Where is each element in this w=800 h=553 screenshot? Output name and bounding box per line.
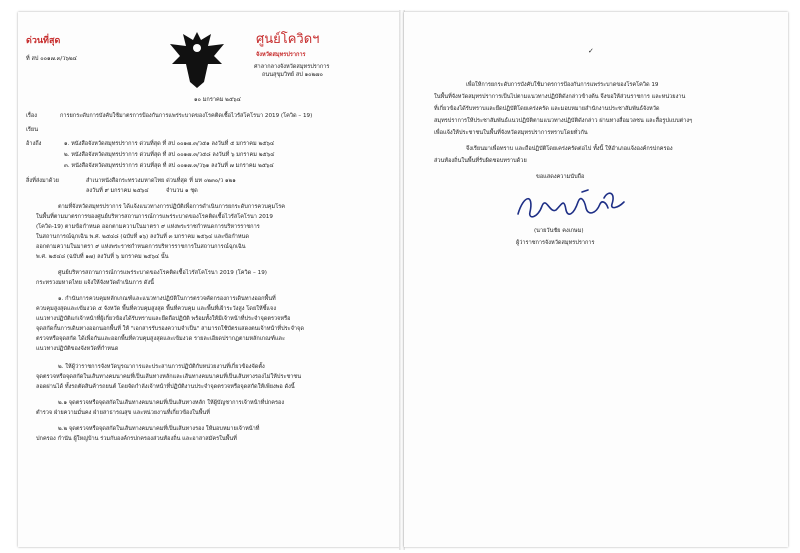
- body-line: แนวทางปฏิบัติของจังหวัดที่กำหนด: [36, 346, 119, 352]
- body-line: จุดสกัดกั้นการเดินทางออกนอกพื้นที่ ให้ "เอกสารรับรองความจำเป็น" สามารถใช้บัตรแสดงตนเจ้าหน้าที่ประจำจุด: [36, 326, 304, 332]
- body-line: (โควิด-19) ตามข้อกำหนด ออกตามความในมาตรา ๙ แห่งพระราชกำหนดการบริหารราชการ: [36, 224, 260, 230]
- body-line: ปกครอง กำนัน ผู้ใหญ่บ้าน ร่วมกับองค์กรปกครองส่วนท้องถิ่น และอาสาสมัครในพื้นที่: [36, 436, 237, 442]
- body-line: ศูนย์บริหารสถานการณ์การแพร่ระบาดของโรคติดเชื้อไวรัสโคโรนา 2019 (โควิด – 19): [58, 270, 267, 276]
- body-line: ที่เกี่ยวข้องได้รับทราบและยึดปฏิบัติโดยเคร่งครัด และมอบหมายสำนักงานประชาสัมพันธ์จังหวัด: [434, 106, 660, 112]
- reference-label: อ้างถึง: [26, 141, 42, 147]
- reference-item: ๑. หนังสือจังหวัดสมุทรปราการ ด่วนที่สุด ที่ สป ๐๐๑๗.๓/ว๕๑ ลงวันที่ ๕ มกราคม ๒๕๖๔: [64, 141, 275, 147]
- body-line: ตามที่จังหวัดสมุทรปราการ ได้แจ้งแนวทางการปฏิบัติเพื่อการดำเนินการยกระดับการควบคุมโรค: [58, 204, 285, 210]
- document-date: ๑๐ มกราคม ๒๕๖๔: [194, 97, 241, 103]
- enclosure-item: สำเนาหนังสือกระทรวงมหาดไทย ด่วนที่สุด ที่ มท ๐๒๓๐/ว ๑๒๑: [86, 178, 236, 184]
- body-line: ๑. กำนันการควบคุมหลักเกณฑ์และแนวทางปฏิบัติในการตรวจคัดกรองการเดินทางออกพื้นที่: [58, 296, 276, 302]
- body-line: เพื่อให้การยกระดับการบังคับใช้มาตรการป้องกันการแพร่ระบาดของโรคโควิด 19: [466, 82, 659, 88]
- subject-text: การยกระดับการบังคับใช้มาตรการป้องกันการแพร่ระบาดของโรคติดเชื้อไวรัสโคโรนา 2019 (โควิด – 19): [60, 113, 313, 119]
- body-line: ๒.๒ จุดตรวจหรือจุดสกัดในเส้นทางคมนาคมที่เป็นเส้นทางรอง ให้มอบหมายเจ้าหน้าที่: [58, 426, 260, 432]
- handwritten-signature-icon: [512, 184, 632, 228]
- enclosure-label: สิ่งที่ส่งมาด้วย: [26, 178, 59, 184]
- body-line: แนวทางปฏิบัติแก่เจ้าหน้าที่ผู้เกี่ยวข้องได้รับทราบและยึดถือปฏิบัติ พร้อมทั้งให้มีเจ้าหน้าที่ประจำจุดตรวจหรือ: [36, 316, 291, 322]
- body-line: ออกตามความในมาตรา ๙ แห่งพระราชกำหนดการบริหารราชการในสถานการณ์ฉุกเฉิน: [36, 244, 246, 250]
- body-line: ลอดผ่านได้ ทั้งรถตัดสินค้ารถยนต์ โดยจัดกำลังเจ้าหน้าที่ปฏิบัติงานประจำจุดตรวจหรือจุดสกัดให้เพียงพอ ดังนี้: [36, 384, 295, 390]
- body-line: ในพื้นที่ตามมาตรการของศูนย์บริหารสถานการณ์การแพร่ระบาดของโรคติดเชื้อไวรัสโคโรนา 2019: [36, 214, 273, 220]
- subject-label: เรื่อง: [26, 113, 38, 119]
- closing-text: ขอแสดงความนับถือ: [536, 174, 585, 180]
- body-line: เพื่อแจ้งให้ประชาชนในพื้นที่จังหวัดสมุทรปราการทราบโดยทั่วกัน: [434, 130, 588, 136]
- left-page: [18, 12, 400, 547]
- body-line: จุดตรวจหรือจุดสกัดในเส้นทางคมนาคมที่เป็นเส้นทางหลักและเส้นทางคมนาคมที่เป็นเส้นทางรองไม่ให้ประชาชน: [36, 374, 302, 380]
- signer-name: (นายวันชัย คงเกษม): [534, 228, 584, 234]
- salutation: เรียน: [26, 127, 39, 133]
- body-line: ควบคุมสูงสุดและเข้มงวด ๕ จังหวัด พื้นที่ควบคุมสูงสุด พื้นที่ควบคุม และพื้นที่เฝ้าระวังสูง โดยให้ชี้แจง: [36, 306, 277, 312]
- body-line: ในสถานการณ์ฉุกเฉิน พ.ศ. ๒๕๔๘ (ฉบับที่ ๑๖) ลงวันที่ ๓ มกราคม ๒๕๖๔ และข้อกำหนด: [36, 234, 249, 240]
- body-line: ๒. ให้ผู้ว่าราชการจังหวัดบูรณาการและประสานการปฏิบัติกับหน่วยงานที่เกี่ยวข้องจัดตั้ง: [58, 364, 265, 370]
- reference-item: ๓. หนังสือจังหวัดสมุทรปราการ ด่วนที่สุด ที่ สป ๐๐๑๗.๓/ว๖๑ ลงวันที่ ๗ มกราคม ๒๕๖๔: [64, 163, 274, 169]
- body-line: ในพื้นที่จังหวัดสมุทรปราการเป็นไปตามแนวทางปฏิบัติดังกล่าวข้างต้น จึงขอให้ส่วนราชการ และหน่วยงาน: [434, 94, 686, 100]
- body-line: ส่วนท้องถิ่นในพื้นที่รับผิดชอบทราบด้วย: [434, 158, 527, 164]
- reference-item: ๒. หนังสือจังหวัดสมุทรปราการ ด่วนที่สุด ที่ สป ๐๐๑๗.๓/ว๕๘ ลงวันที่ ๖ มกราคม ๒๕๖๔: [64, 152, 275, 158]
- page-mark: ✓: [588, 47, 594, 55]
- address-line-1: ศาลากลางจังหวัดสมุทรปราการ: [254, 64, 330, 70]
- body-line: ตรวจหรือจุดสกัด ได้เพื่อกันและออกพื้นที่ควบคุมสูงสุดและเข้มงวด รายละเอียดปรากฏตามหลักเกณฑ์และ: [36, 336, 285, 342]
- address-line-2: ถนนสุขุมวิทย์ สป ๑๐๒๗๐: [262, 72, 323, 78]
- office-subtitle: จังหวัดสมุทรปราการ: [256, 52, 306, 58]
- office-title: ศูนย์โควิดฯ: [256, 32, 320, 47]
- garuda-emblem-icon: [166, 26, 228, 92]
- right-page: [404, 12, 788, 547]
- enclosure-count: จำนวน ๑ ชุด: [166, 188, 198, 194]
- enclosure-date: ลงวันที่ ๙ มกราคม ๒๕๖๔: [86, 188, 149, 194]
- body-line: จึงเรียนมาเพื่อทราบ และถือปฏิบัติโดยเคร่งครัดต่อไป ทั้งนี้ ให้อำเภอแจ้งองค์กรปกครอง: [466, 146, 673, 152]
- signer-title: ผู้ว่าราชการจังหวัดสมุทรปราการ: [516, 240, 595, 246]
- document-number: ที่ สป ๐๐๑๗.๓/ว๖๒๔: [26, 56, 77, 62]
- urgency-stamp: ด่วนที่สุด: [26, 36, 61, 46]
- body-line: สมุทรปราการให้ประชาสัมพันธ์แนวปฏิบัติตามแนวทางปฏิบัติดังกล่าว ผ่านทางสื่อมวลชน และสื่อรูปแบบต่างๆ: [434, 118, 693, 124]
- body-line: พ.ศ. ๒๕๔๘ (ฉบับที่ ๑๗) ลงวันที่ ๖ มกราคม ๒๕๖๔ นั้น: [36, 254, 169, 260]
- body-line: ตำรวจ ฝ่ายความมั่นคง ฝ่ายสาธารณสุข และหน่วยงานที่เกี่ยวข้องในพื้นที่: [36, 410, 210, 416]
- body-line: ๒.๑ จุดตรวจหรือจุดสกัดในเส้นทางคมนาคมที่เป็นเส้นทางหลัก ให้ผู้บัญชาการเจ้าหน้าที่ปกครอง: [58, 400, 285, 406]
- body-line: กระทรวงมหาดไทย แจ้งให้จังหวัดดำเนินการ ดังนี้: [36, 280, 154, 286]
